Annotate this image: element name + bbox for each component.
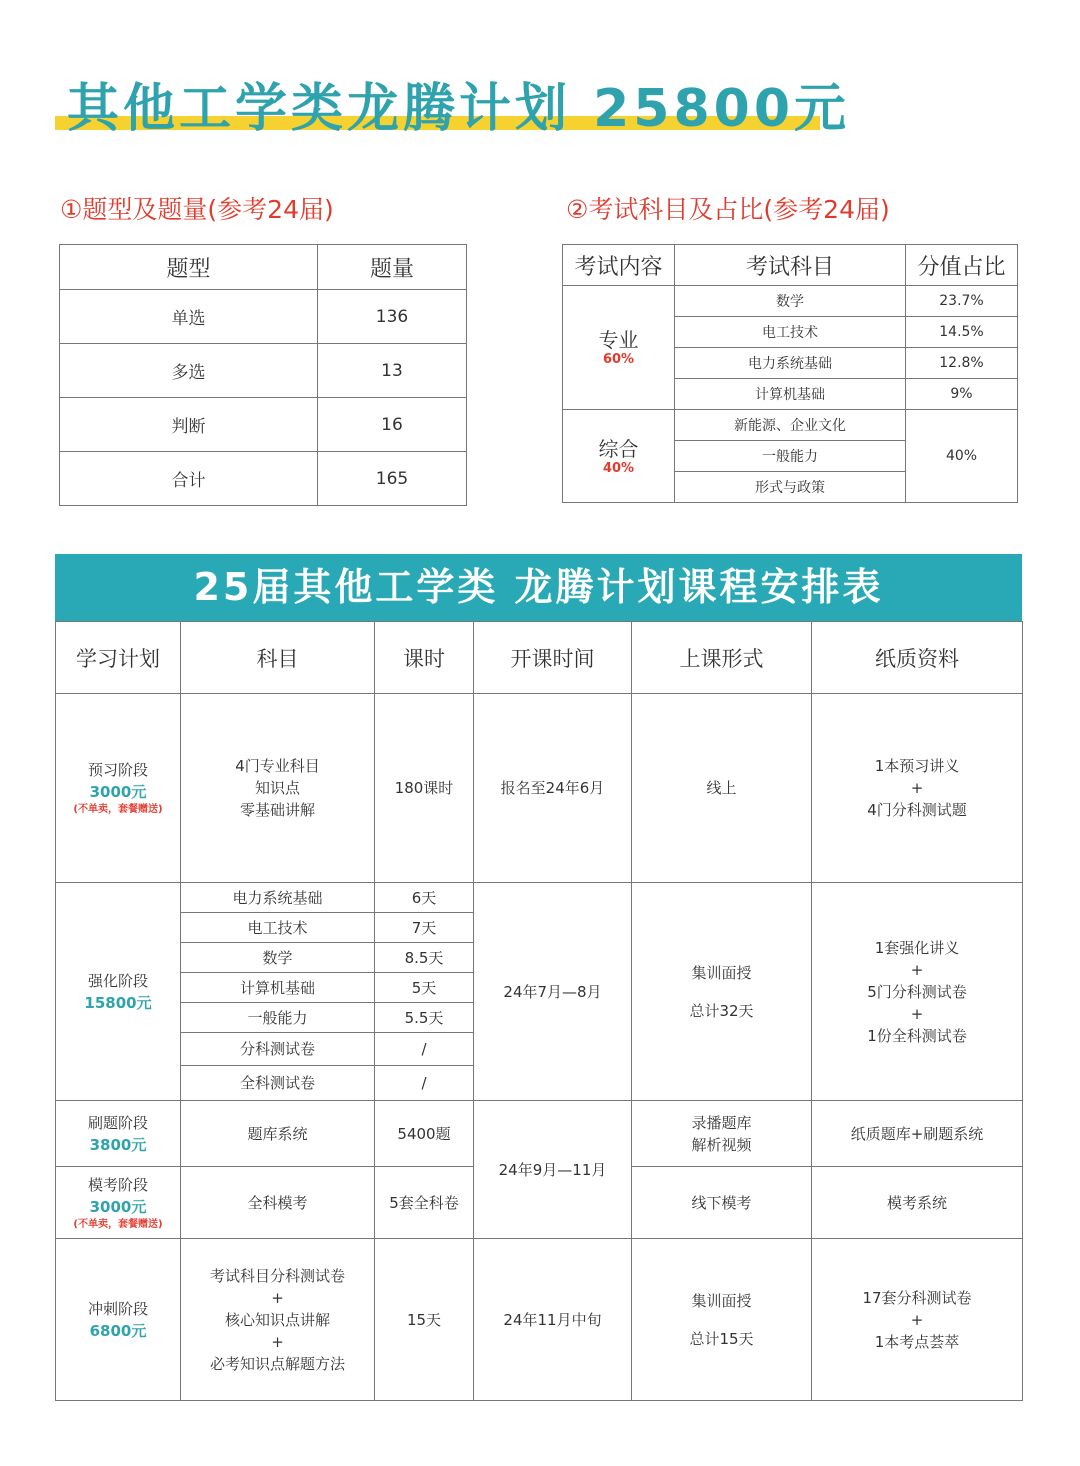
stage-mock — [56, 1167, 181, 1239]
hours-cell: 5400题 — [375, 1101, 474, 1167]
subject-cell: 计算机基础 — [675, 379, 906, 410]
subject-line: + — [271, 1332, 284, 1351]
header-count: 题量 — [318, 245, 467, 290]
type-cell: 判断 — [60, 398, 318, 452]
type-cell: 合计 — [60, 452, 318, 506]
material-line: + — [910, 960, 924, 979]
stage-sprint — [56, 1239, 181, 1401]
stage-price: 6800元 — [89, 1321, 147, 1340]
subject-line: 考试科目分科测试卷 — [209, 1266, 345, 1285]
count-cell: 13 — [318, 344, 467, 398]
stage-note: (不单卖，套餐赠送) — [73, 804, 163, 815]
subject-cell: 题库系统 — [181, 1101, 375, 1167]
hours-cell: / — [375, 1033, 474, 1066]
header-subject: 考试科目 — [675, 245, 906, 286]
materials-cell: 模考系统 — [812, 1167, 1023, 1239]
group-name: 专业 — [598, 328, 639, 352]
subject-cell: 计算机基础 — [181, 973, 375, 1003]
header-weight: 分值占比 — [906, 245, 1018, 286]
stage-intensive — [56, 883, 181, 1101]
stage-name: 刷题阶段 — [87, 1113, 148, 1132]
table-row — [56, 883, 1023, 913]
header-plan: 学习计划 — [56, 622, 181, 694]
type-cell: 单选 — [60, 290, 318, 344]
header-content: 考试内容 — [563, 245, 675, 286]
form-line: 解析视频 — [691, 1135, 752, 1154]
pct-cell: 14.5% — [906, 317, 1018, 348]
group-pct: 40% — [602, 460, 635, 476]
count-cell: 16 — [318, 398, 467, 452]
form-cell — [632, 883, 812, 1101]
materials-cell — [812, 883, 1023, 1101]
stage-price: 3800元 — [89, 1135, 147, 1154]
hours-cell: 6天 — [375, 883, 474, 913]
form-line: 集训面授 — [691, 1291, 752, 1310]
pct-cell: 40% — [906, 410, 1018, 503]
table-row — [56, 1101, 1023, 1167]
header-subject: 科目 — [181, 622, 375, 694]
subject-line: 零基础讲解 — [239, 801, 315, 819]
subject-cell: 电工技术 — [675, 317, 906, 348]
type-cell: 多选 — [60, 344, 318, 398]
form-cell — [632, 1239, 812, 1401]
subject-line: 4门专业科目 — [235, 757, 320, 775]
subject-cell: 电力系统基础 — [675, 348, 906, 379]
material-line: 1本预习讲义 — [874, 757, 960, 775]
group-general — [563, 410, 675, 503]
subject-cell — [181, 694, 375, 883]
subject-line: + — [271, 1288, 284, 1307]
subject-cell: 全科模考 — [181, 1167, 375, 1239]
section1-title: ①题型及题量(参考24届) — [60, 195, 334, 224]
schedule-banner: 25届其他工学类 龙腾计划课程安排表 — [55, 554, 1022, 621]
stage-name: 强化阶段 — [87, 971, 148, 990]
subject-cell: 分科测试卷 — [181, 1033, 375, 1066]
hours-cell: 5套全科卷 — [375, 1167, 474, 1239]
time-cell: 报名至24年6月 — [474, 694, 632, 883]
material-line: + — [910, 1004, 924, 1023]
form-line: 总计15天 — [689, 1329, 754, 1348]
section2-title: ②考试科目及占比(参考24届) — [566, 195, 890, 224]
header-type: 题型 — [60, 245, 318, 290]
subject-cell: 数学 — [181, 943, 375, 973]
material-line: 4门分科测试题 — [867, 801, 967, 819]
materials-cell — [812, 1239, 1023, 1401]
stage-practice — [56, 1101, 181, 1167]
materials-cell — [812, 694, 1023, 883]
hours-cell: 5天 — [375, 973, 474, 1003]
stage-name: 预习阶段 — [87, 761, 148, 779]
count-cell: 165 — [318, 452, 467, 506]
table-row — [56, 694, 1023, 883]
schedule-table — [55, 621, 1023, 1401]
table-row — [60, 452, 467, 506]
header-start-time: 开课时间 — [474, 622, 632, 694]
header-hours: 课时 — [375, 622, 474, 694]
stage-price: 15800元 — [84, 993, 152, 1012]
subject-cell: 数学 — [675, 286, 906, 317]
material-line: 5门分科测试卷 — [867, 982, 967, 1001]
pct-cell: 9% — [906, 379, 1018, 410]
subject-cell: 电工技术 — [181, 913, 375, 943]
subject-cell: 电力系统基础 — [181, 883, 375, 913]
form-line: 总计32天 — [689, 1001, 754, 1020]
count-cell: 136 — [318, 290, 467, 344]
hours-cell: 180课时 — [375, 694, 474, 883]
material-line: + — [910, 779, 924, 797]
form-cell — [632, 1101, 812, 1167]
table-row — [60, 290, 467, 344]
stage-price: 3000元 — [89, 783, 147, 801]
material-line: 17套分科测试卷 — [862, 1288, 972, 1307]
materials-cell: 纸质题库+刷题系统 — [812, 1101, 1023, 1167]
material-line: 1套强化讲义 — [874, 938, 960, 957]
hours-cell: 5.5天 — [375, 1003, 474, 1033]
table-row — [56, 1239, 1023, 1401]
subject-cell: 形式与政策 — [675, 472, 906, 503]
stage-name: 模考阶段 — [87, 1175, 148, 1194]
hours-cell: 7天 — [375, 913, 474, 943]
stage-price: 3000元 — [89, 1197, 147, 1216]
subject-cell: 一般能力 — [675, 441, 906, 472]
time-cell: 24年11月中旬 — [474, 1239, 632, 1401]
pct-cell: 23.7% — [906, 286, 1018, 317]
material-line: 1份全科测试卷 — [867, 1026, 967, 1045]
subject-line: 知识点 — [254, 779, 300, 797]
hours-cell: 8.5天 — [375, 943, 474, 973]
subject-line: 核心知识点讲解 — [224, 1310, 330, 1329]
header-materials: 纸质资料 — [812, 622, 1023, 694]
form-cell: 线上 — [632, 694, 812, 883]
form-cell: 线下模考 — [632, 1167, 812, 1239]
hours-cell: / — [375, 1066, 474, 1101]
stage-name: 冲刺阶段 — [87, 1299, 148, 1318]
header-form: 上课形式 — [632, 622, 812, 694]
group-name: 综合 — [598, 436, 639, 461]
hours-cell: 15天 — [375, 1239, 474, 1401]
material-line: + — [910, 1310, 924, 1329]
stage-note: (不单卖，套餐赠送) — [73, 1218, 163, 1230]
time-cell: 24年9月—11月 — [474, 1101, 632, 1239]
subject-cell: 全科测试卷 — [181, 1066, 375, 1101]
group-professional — [563, 286, 675, 410]
form-line: 录播题库 — [691, 1113, 752, 1132]
subject-line: 必考知识点解题方法 — [209, 1354, 345, 1373]
stage-preview — [56, 694, 181, 883]
form-line: 集训面授 — [691, 963, 752, 982]
pct-cell: 12.8% — [906, 348, 1018, 379]
subject-cell — [181, 1239, 375, 1401]
subject-cell: 新能源、企业文化 — [675, 410, 906, 441]
table-row — [60, 398, 467, 452]
subject-weight-table — [562, 244, 1018, 503]
subject-cell: 一般能力 — [181, 1003, 375, 1033]
page-title: 其他工学类龙腾计划 25800元 — [67, 79, 851, 139]
group-pct: 60% — [602, 352, 635, 367]
time-cell: 24年7月—8月 — [474, 883, 632, 1101]
material-line: 1本考点荟萃 — [874, 1332, 960, 1351]
table-row — [60, 344, 467, 398]
page-header — [55, 58, 851, 139]
question-type-table — [59, 244, 467, 506]
